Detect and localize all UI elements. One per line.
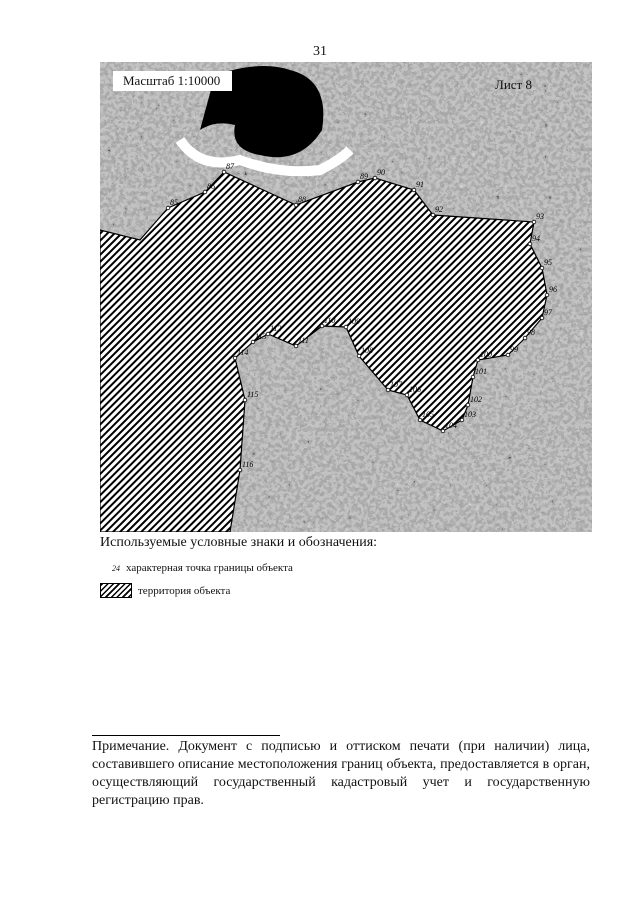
point-label: 109 [348, 317, 360, 326]
footnote-rule [92, 735, 280, 736]
map-scale: Масштаб 1:10000 [113, 71, 232, 91]
hatch-swatch-icon [100, 583, 132, 598]
point-label: 103 [464, 410, 476, 419]
point-label: 92 [435, 205, 443, 214]
boundary-map [100, 62, 592, 532]
point-label: 91 [416, 180, 424, 189]
point-label: 99 [510, 345, 518, 354]
legend-territory-label: территория объекта [138, 584, 231, 597]
point-label: 85 [170, 198, 178, 207]
point-label: 112 [270, 324, 282, 333]
point-label: 90 [377, 168, 385, 177]
sheet-label: Лист 8 [495, 77, 532, 92]
point-label: 95 [544, 258, 552, 267]
point-label: 100 [480, 350, 492, 359]
point-label: 97 [544, 308, 552, 317]
point-sample-icon: 24 [112, 564, 120, 573]
legend-point [112, 562, 293, 574]
point-label: 114 [237, 348, 249, 357]
footnote: Примечание. Документ с подписью и оттиском печати (при наличии) лица, составившего описание местоположения границ объекта, предоставляется в орган, осуществляющий государственный кадастровый учет и государственную регистрацию прав. [92, 739, 590, 808]
point-label: 111 [298, 336, 309, 345]
point-label: 113 [255, 332, 267, 341]
point-label: 89 [360, 172, 368, 181]
point-label: 115 [247, 390, 259, 399]
point-label: 102 [470, 395, 482, 404]
point-label: 110 [324, 316, 336, 325]
point-label: 88 [298, 195, 306, 204]
point-label: 108 [361, 346, 373, 355]
legend-territory [100, 583, 230, 598]
point-label: 104 [445, 421, 457, 430]
point-label: 105 [422, 410, 434, 419]
point-label: 107 [390, 380, 402, 389]
point-label: 101 [475, 367, 487, 376]
page-number: 31 [313, 44, 327, 59]
legend-title: Используемые условные знаки и обозначения: [100, 535, 378, 550]
point-label: 98 [527, 328, 535, 337]
point-label: 86 [207, 182, 215, 191]
legend-point-label: характерная точка границы объекта [126, 562, 293, 574]
point-label: 116 [242, 460, 254, 469]
point-label: 106 [409, 385, 421, 394]
point-label: 93 [536, 212, 544, 221]
point-label: 94 [532, 234, 540, 243]
point-label: 96 [549, 285, 557, 294]
point-label: 87 [226, 162, 234, 171]
